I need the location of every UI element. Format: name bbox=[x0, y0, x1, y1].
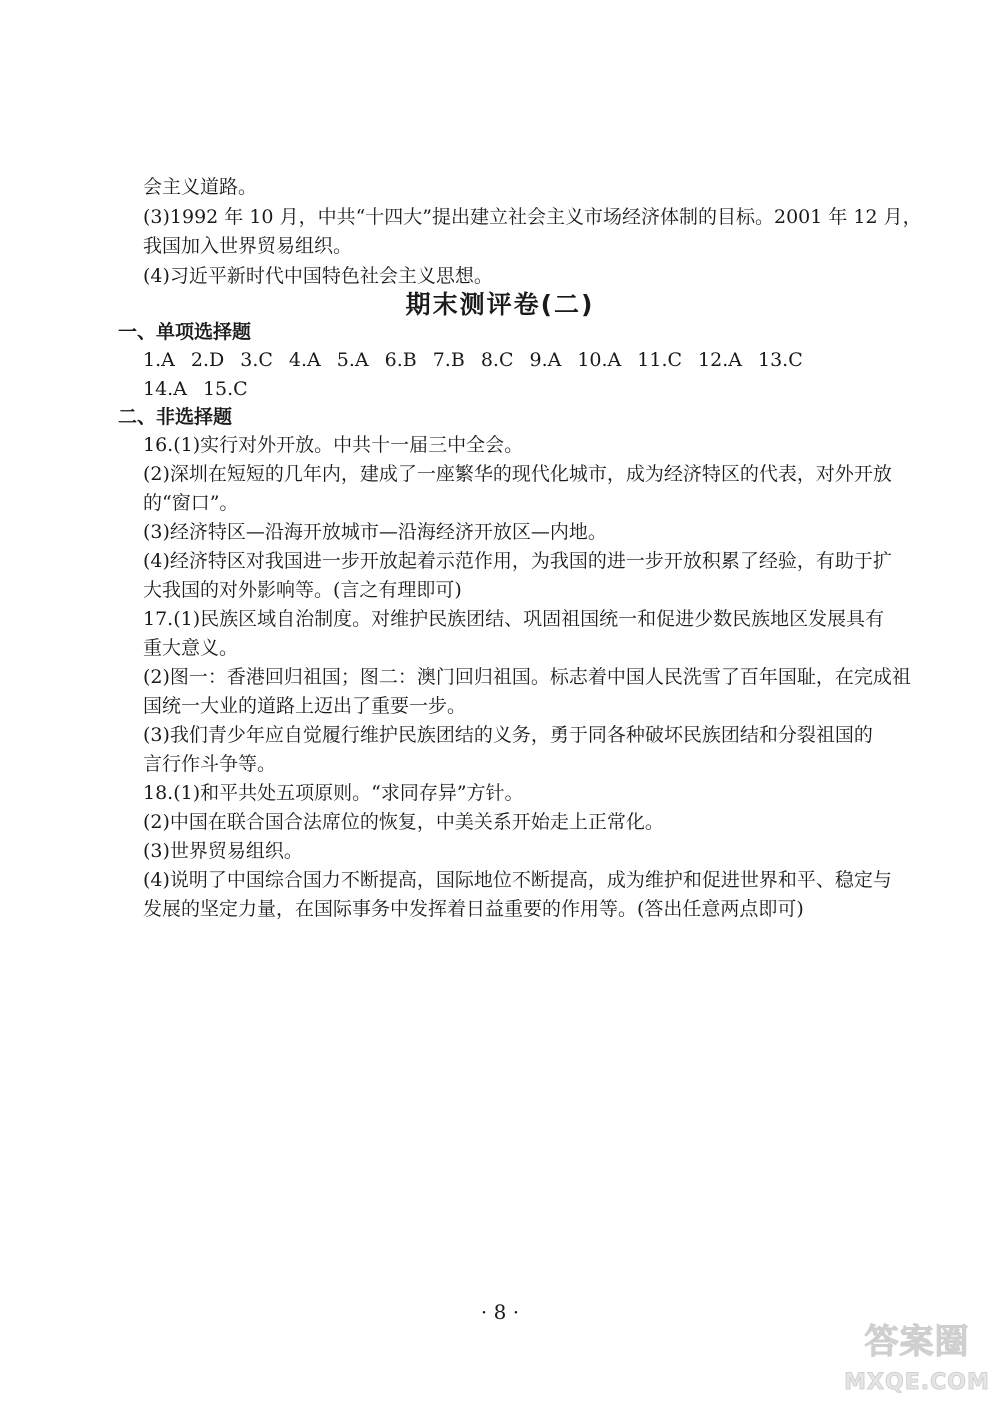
page-number: · 8 · bbox=[480, 1300, 520, 1324]
mcq-answer: 5.A bbox=[336, 349, 369, 371]
answer-line: (3)经济特区—沿海开放城市—沿海经济开放区—内地。 bbox=[143, 521, 607, 543]
answer-line: (2)深圳在短短的几年内，建成了一座繁华的现代化城市，成为经济特区的代表，对外开放 bbox=[143, 463, 892, 485]
mcq-answer: 4.A bbox=[288, 349, 321, 371]
watermark-logo bbox=[842, 1318, 992, 1408]
mcq-answer: 14.A bbox=[143, 378, 187, 400]
mcq-answer: 3.C bbox=[240, 349, 273, 371]
mcq-answer: 2.D bbox=[190, 349, 225, 371]
answer-line: 发展的坚定力量，在国际事务中发挥着日益重要的作用等。(答出任意两点即可) bbox=[143, 898, 804, 920]
watermark-text: 答案圈 bbox=[864, 1322, 970, 1362]
intro-line: 会主义道路。 bbox=[143, 176, 258, 198]
answer-line: 重大意义。 bbox=[143, 637, 239, 659]
section-heading-nonmcq: 二、非选择题 bbox=[118, 406, 233, 428]
page-title: 期末测评卷(二) bbox=[405, 290, 595, 319]
mcq-answer: 11.C bbox=[637, 349, 683, 371]
mcq-answer: 8.C bbox=[480, 349, 514, 371]
answer-line: (3)我们青少年应自觉履行维护民族团结的义务，勇于同各种破坏民族团结和分裂祖国的 bbox=[143, 724, 873, 746]
answer-line: (4)说明了中国综合国力不断提高，国际地位不断提高，成为维护和促进世界和平、稳定与 bbox=[143, 869, 892, 891]
mcq-answers-row2 bbox=[143, 377, 264, 401]
mcq-answer: 13.C bbox=[757, 349, 803, 371]
answer-line: (2)图一：香港回归祖国；图二：澳门回归祖国。标志着中国人民洗雪了百年国耻，在完成祖 bbox=[143, 666, 911, 688]
answer-line: 的“窗口”。 bbox=[143, 492, 239, 514]
mcq-answer: 1.A bbox=[143, 349, 175, 371]
answer-line: 18.(1)和平共处五项原则。“求同存异”方针。 bbox=[143, 782, 524, 804]
mcq-answers-row1 bbox=[143, 348, 819, 372]
watermark-url: MXQE.COM bbox=[844, 1370, 990, 1395]
answer-line: 大我国的对外影响等。(言之有理即可) bbox=[143, 579, 462, 601]
answer-line: 17.(1)民族区域自治制度。对维护民族团结、巩固祖国统一和促进少数民族地区发展具有 bbox=[143, 608, 885, 630]
answer-line: (3)世界贸易组织。 bbox=[143, 840, 303, 862]
answer-line: (2)中国在联合国合法席位的恢复，中美关系开始走上正常化。 bbox=[143, 811, 664, 833]
section-heading-mcq: 一、单项选择题 bbox=[118, 321, 252, 343]
answer-line: 言行作斗争等。 bbox=[143, 753, 277, 775]
mcq-answer: 15.C bbox=[202, 378, 248, 400]
mcq-answer: 12.A bbox=[698, 349, 742, 371]
intro-q3-line2: 我国加入世界贸易组织。 bbox=[143, 235, 353, 257]
answer-line: 国统一大业的道路上迈出了重要一步。 bbox=[143, 695, 467, 717]
mcq-answer: 7.B bbox=[432, 349, 465, 371]
mcq-answer: 6.B bbox=[384, 349, 417, 371]
intro-q3-line1: (3)1992 年 10 月，中共“十四大”提出建立社会主义市场经济体制的目标。2001 年 12 月， bbox=[143, 206, 922, 228]
answer-line: 16.(1)实行对外开放。中共十一届三中全会。 bbox=[143, 434, 524, 456]
intro-q4: (4)习近平新时代中国特色社会主义思想。 bbox=[143, 265, 493, 287]
answer-line: (4)经济特区对我国进一步开放起着示范作用，为我国的进一步开放积累了经验，有助于扩 bbox=[143, 550, 892, 572]
mcq-answer: 10.A bbox=[577, 349, 622, 371]
mcq-answer: 9.A bbox=[529, 349, 562, 371]
